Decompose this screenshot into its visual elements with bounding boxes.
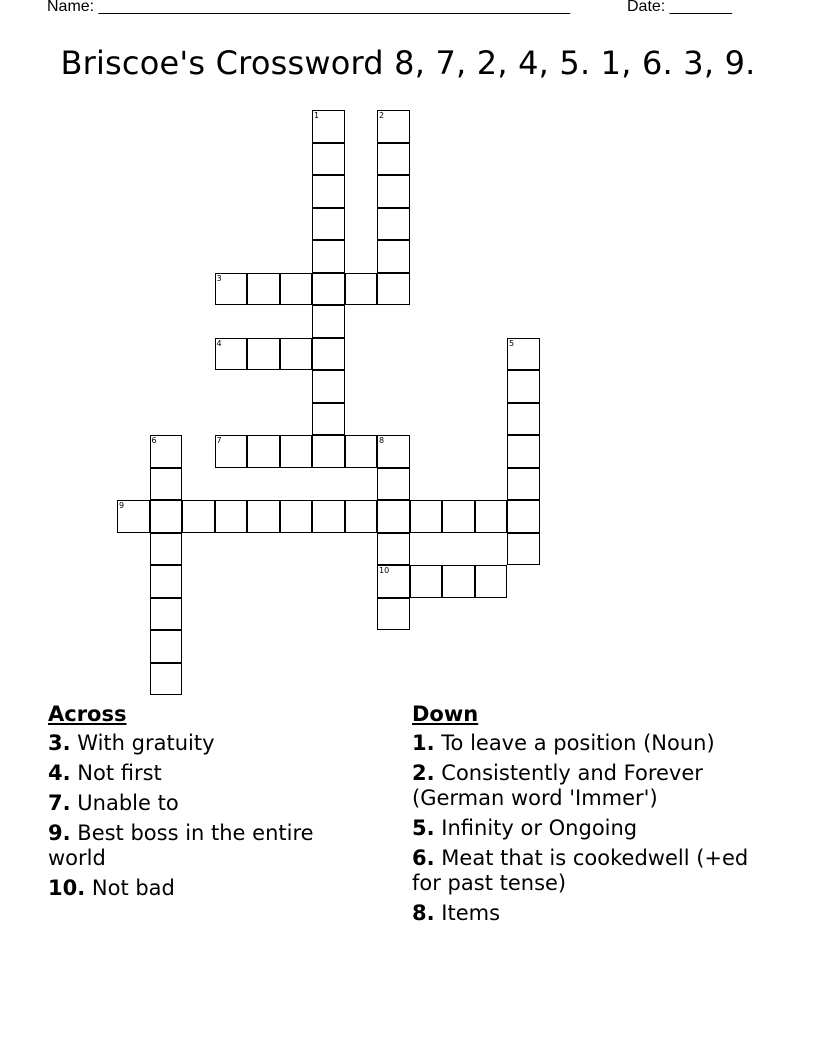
cell-number: 9 xyxy=(119,501,125,510)
grid-cell[interactable] xyxy=(377,565,410,598)
cell-number: 8 xyxy=(379,436,385,445)
grid-cell[interactable] xyxy=(312,208,345,241)
clue-number: 7. xyxy=(48,791,71,815)
grid-cell[interactable] xyxy=(215,273,248,306)
clue-text: Consistently and Forever (German word 'Immer') xyxy=(412,761,703,810)
grid-cell[interactable] xyxy=(507,435,540,468)
down-heading: Down xyxy=(412,702,479,726)
grid-cell[interactable] xyxy=(345,500,378,533)
clue-text: Items xyxy=(441,901,501,925)
grid-cell[interactable] xyxy=(377,240,410,273)
clue-number: 2. xyxy=(412,761,435,785)
clue-number: 6. xyxy=(412,846,435,870)
grid-cell[interactable] xyxy=(312,175,345,208)
clue-across-3 xyxy=(48,731,378,756)
date-field-label: Date: _______ xyxy=(627,0,732,15)
clue-number: 8. xyxy=(412,901,435,925)
clue-down-5 xyxy=(412,816,752,841)
grid-cell[interactable] xyxy=(475,565,508,598)
grid-cell[interactable] xyxy=(312,370,345,403)
clue-text: With gratuity xyxy=(77,731,215,755)
cell-number: 1 xyxy=(314,111,320,120)
grid-cell[interactable] xyxy=(312,143,345,176)
clue-down-2 xyxy=(412,761,752,811)
clue-across-4 xyxy=(48,761,378,786)
grid-cell[interactable] xyxy=(507,338,540,371)
grid-cell[interactable] xyxy=(345,435,378,468)
clue-number: 3. xyxy=(48,731,71,755)
grid-cell[interactable] xyxy=(442,500,475,533)
down-clues xyxy=(412,702,752,931)
clue-text: Best boss in the entire world xyxy=(48,821,314,870)
clue-text: Not bad xyxy=(91,876,175,900)
grid-cell[interactable] xyxy=(215,338,248,371)
grid-cell[interactable] xyxy=(117,500,150,533)
grid-cell[interactable] xyxy=(377,208,410,241)
name-field-label: Name: _____________________________________________________ xyxy=(47,0,571,15)
grid-cell[interactable] xyxy=(377,110,410,143)
cell-number: 6 xyxy=(151,436,157,445)
grid-cell[interactable] xyxy=(312,305,345,338)
across-clues xyxy=(48,702,378,906)
clue-text: Meat that is cookedwell (+ed for past tense) xyxy=(412,846,749,895)
grid-cell[interactable] xyxy=(507,533,540,566)
clue-text: Unable to xyxy=(77,791,179,815)
clue-number: 1. xyxy=(412,731,435,755)
clue-down-1 xyxy=(412,731,752,756)
page-title: Briscoe's Crossword 8, 7, 2, 4, 5. 1, 6. 3, 9. xyxy=(60,44,756,82)
clue-across-7 xyxy=(48,791,378,816)
grid-cell[interactable] xyxy=(150,663,183,696)
grid-cell[interactable] xyxy=(280,435,313,468)
grid-cell[interactable] xyxy=(507,468,540,501)
grid-cell[interactable] xyxy=(150,435,183,468)
clue-across-10 xyxy=(48,876,378,901)
grid-cell[interactable] xyxy=(150,598,183,631)
grid-cell[interactable] xyxy=(150,468,183,501)
cell-number: 2 xyxy=(379,111,385,120)
cell-number: 5 xyxy=(509,338,515,348)
grid-cell[interactable] xyxy=(150,630,183,663)
clue-down-6 xyxy=(412,846,752,896)
grid-cell[interactable] xyxy=(345,273,378,306)
clue-number: 9. xyxy=(48,821,71,845)
cell-number: 3 xyxy=(216,273,222,283)
grid-cell[interactable] xyxy=(442,565,475,598)
grid-cell[interactable] xyxy=(150,500,183,533)
clue-number: 10. xyxy=(48,876,86,900)
grid-cell[interactable] xyxy=(182,500,215,533)
clue-number: 4. xyxy=(48,761,71,785)
grid-cell[interactable] xyxy=(312,435,345,468)
grid-cell[interactable] xyxy=(507,403,540,436)
across-heading: Across xyxy=(48,702,127,726)
grid-cell[interactable] xyxy=(280,273,313,306)
cell-number: 7 xyxy=(216,436,222,445)
grid-cell[interactable] xyxy=(377,143,410,176)
grid-cell[interactable] xyxy=(150,565,183,598)
grid-cell[interactable] xyxy=(312,338,345,371)
grid-cell[interactable] xyxy=(377,598,410,631)
grid-cell[interactable] xyxy=(312,273,345,306)
grid-cell[interactable] xyxy=(410,500,443,533)
grid-cell[interactable] xyxy=(377,468,410,501)
clue-text: Infinity or Ongoing xyxy=(441,816,638,840)
clue-number: 5. xyxy=(412,816,435,840)
cell-number: 4 xyxy=(216,338,222,348)
clue-across-9 xyxy=(48,821,378,871)
grid-cell[interactable] xyxy=(247,435,280,468)
grid-cell[interactable] xyxy=(312,240,345,273)
clue-text: Not first xyxy=(77,761,162,785)
cell-number: 10 xyxy=(379,566,390,575)
grid-cell[interactable] xyxy=(377,435,410,468)
grid-cell[interactable] xyxy=(377,175,410,208)
grid-cell[interactable] xyxy=(150,533,183,566)
grid-cell[interactable] xyxy=(507,500,540,533)
grid-cell[interactable] xyxy=(377,273,410,306)
grid-cell[interactable] xyxy=(215,435,248,468)
grid-cell[interactable] xyxy=(215,500,248,533)
grid-cell[interactable] xyxy=(377,533,410,566)
grid-cell[interactable] xyxy=(280,500,313,533)
grid-cell[interactable] xyxy=(377,500,410,533)
grid-cell[interactable] xyxy=(280,338,313,371)
grid-cell[interactable] xyxy=(312,110,345,143)
grid-cell[interactable] xyxy=(475,500,508,533)
grid-cell[interactable] xyxy=(507,370,540,403)
grid-cell[interactable] xyxy=(312,500,345,533)
grid-cell[interactable] xyxy=(410,565,443,598)
clue-text: To leave a position (Noun) xyxy=(441,731,715,755)
clue-down-8 xyxy=(412,901,752,926)
grid-cell[interactable] xyxy=(247,338,280,371)
grid-cell[interactable] xyxy=(312,403,345,436)
grid-cell[interactable] xyxy=(247,273,280,306)
grid-cell[interactable] xyxy=(247,500,280,533)
